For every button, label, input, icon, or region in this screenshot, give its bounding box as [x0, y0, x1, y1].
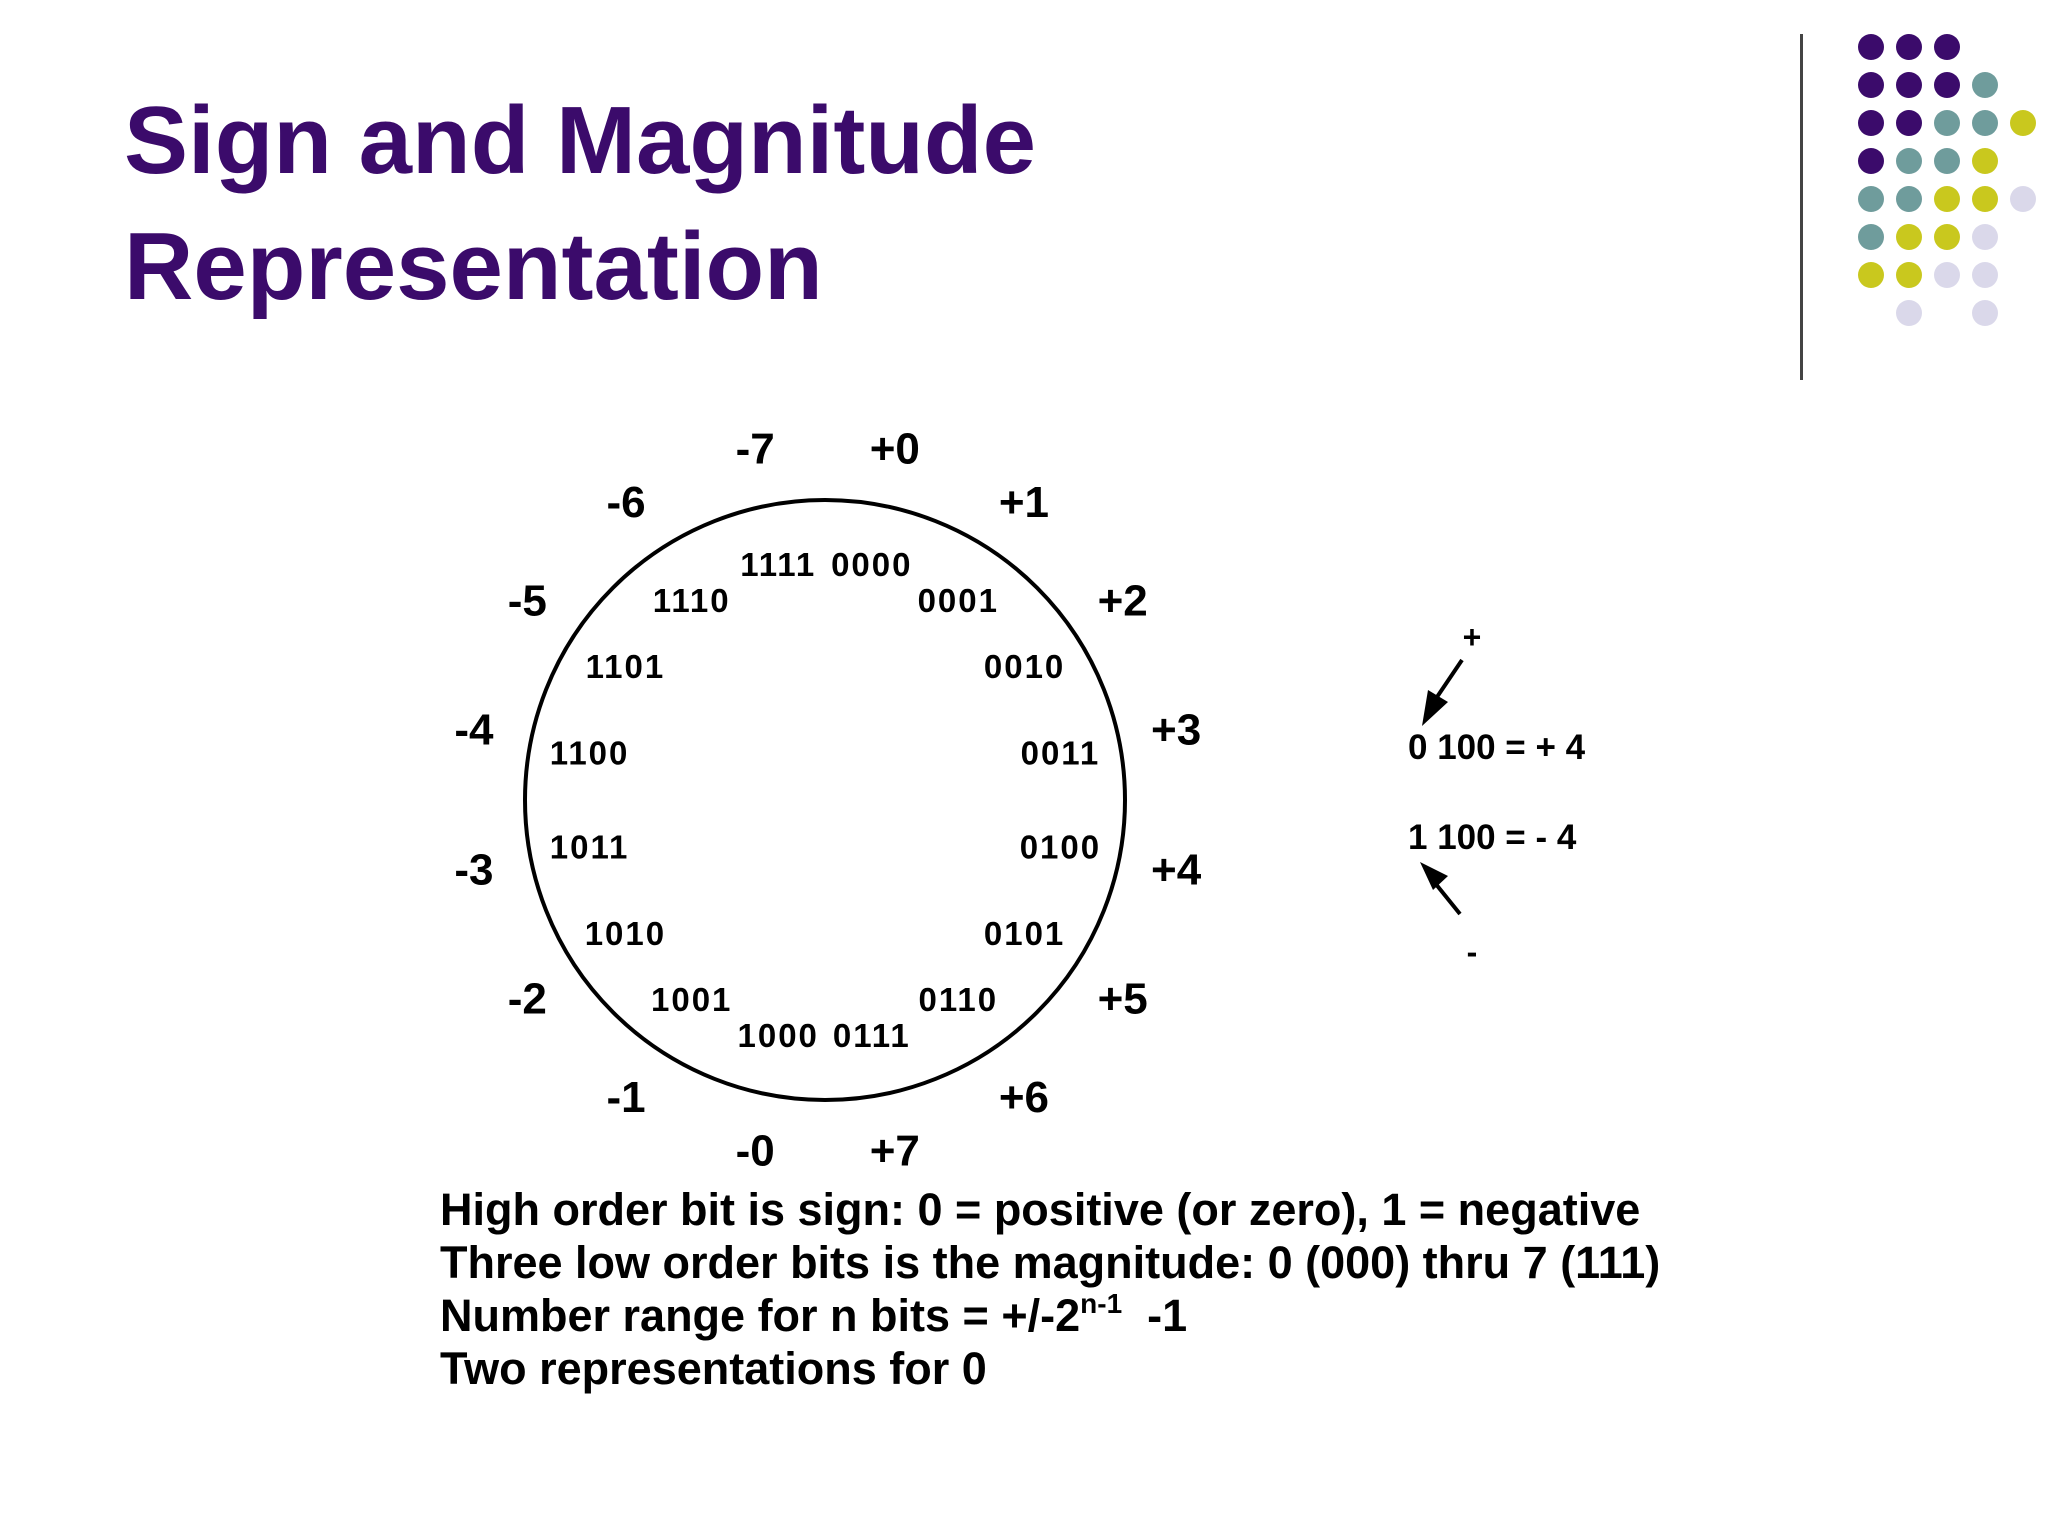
- plus-sign-label: +: [1462, 619, 1482, 655]
- plus-arrow-head: [1422, 690, 1448, 726]
- wheel-code-label: 0100: [1019, 828, 1102, 866]
- number-circle: [525, 500, 1125, 1100]
- wheel-code-label: 1001: [650, 981, 733, 1019]
- wheel-code-label: 0001: [917, 581, 1000, 619]
- wheel-labels: [454, 424, 1201, 1175]
- wheel-value-label: -2: [507, 974, 547, 1024]
- wheel-code-label: 0011: [1020, 734, 1101, 772]
- wheel-value-label: +1: [998, 477, 1049, 527]
- wheel-value-label: -5: [507, 576, 547, 626]
- note-sign-bit: High order bit is sign: 0 = positive (or zero), 1 = negative: [440, 1184, 1641, 1235]
- wheel-code-label: 0000: [831, 546, 913, 584]
- wheel-value-label: +4: [1151, 845, 1202, 895]
- minus-sign-label: -: [1466, 934, 1478, 970]
- range-suffix: -1: [1122, 1290, 1188, 1341]
- wheel-value-label: +7: [869, 1126, 920, 1176]
- wheel-value-label: -4: [454, 705, 494, 755]
- minus-arrow-head: [1420, 862, 1448, 890]
- wheel-code-label: 1100: [549, 734, 630, 772]
- wheel-value-label: -0: [735, 1126, 775, 1176]
- wheel-value-label: +5: [1097, 974, 1148, 1024]
- wheel-code-label: 1000: [737, 1016, 819, 1054]
- wheel-value-label: -3: [454, 845, 494, 895]
- wheel-code-label: 1011: [549, 828, 630, 866]
- note-number-range: [440, 1289, 2000, 1342]
- minus-arrow-shaft: [1435, 883, 1460, 914]
- wheel-code-label: 1101: [585, 648, 666, 686]
- wheel-code-label: 0010: [983, 648, 1066, 686]
- plus-arrow-shaft: [1437, 660, 1462, 697]
- wheel-value-label: +6: [998, 1073, 1049, 1123]
- wheel-value-label: -6: [606, 477, 646, 527]
- note-magnitude-bits: Three low order bits is the magnitude: 0 (000) thru 7 (111): [440, 1237, 1661, 1288]
- wheel-value-label: +2: [1097, 576, 1148, 626]
- note-two-zeros: Two representations for 0: [440, 1343, 987, 1394]
- wheel-value-label: +0: [869, 424, 920, 474]
- wheel-value-label: -7: [735, 424, 775, 474]
- wheel-value-label: -1: [606, 1073, 646, 1123]
- range-exponent: n-1: [1080, 1288, 1123, 1319]
- positive-example: 0 100 = + 4: [1408, 728, 1586, 767]
- wheel-code-label: 1010: [584, 914, 667, 952]
- wheel-code-label: 1111: [740, 546, 817, 584]
- notes-list: [440, 1183, 2000, 1395]
- wheel-code-label: 0111: [832, 1016, 911, 1054]
- sign-example: [1408, 619, 1586, 970]
- wheel-code-label: 0101: [983, 914, 1066, 952]
- wheel-code-label: 0110: [918, 981, 999, 1019]
- wheel-code-label: 1110: [652, 581, 731, 619]
- title-line-2: Representation: [124, 213, 823, 320]
- negative-example: 1 100 = - 4: [1408, 818, 1577, 857]
- title-line-1: Sign and Magnitude: [124, 87, 1036, 194]
- range-prefix: Number range for n bits = +/-2: [440, 1290, 1081, 1341]
- wheel-value-label: +3: [1151, 705, 1202, 755]
